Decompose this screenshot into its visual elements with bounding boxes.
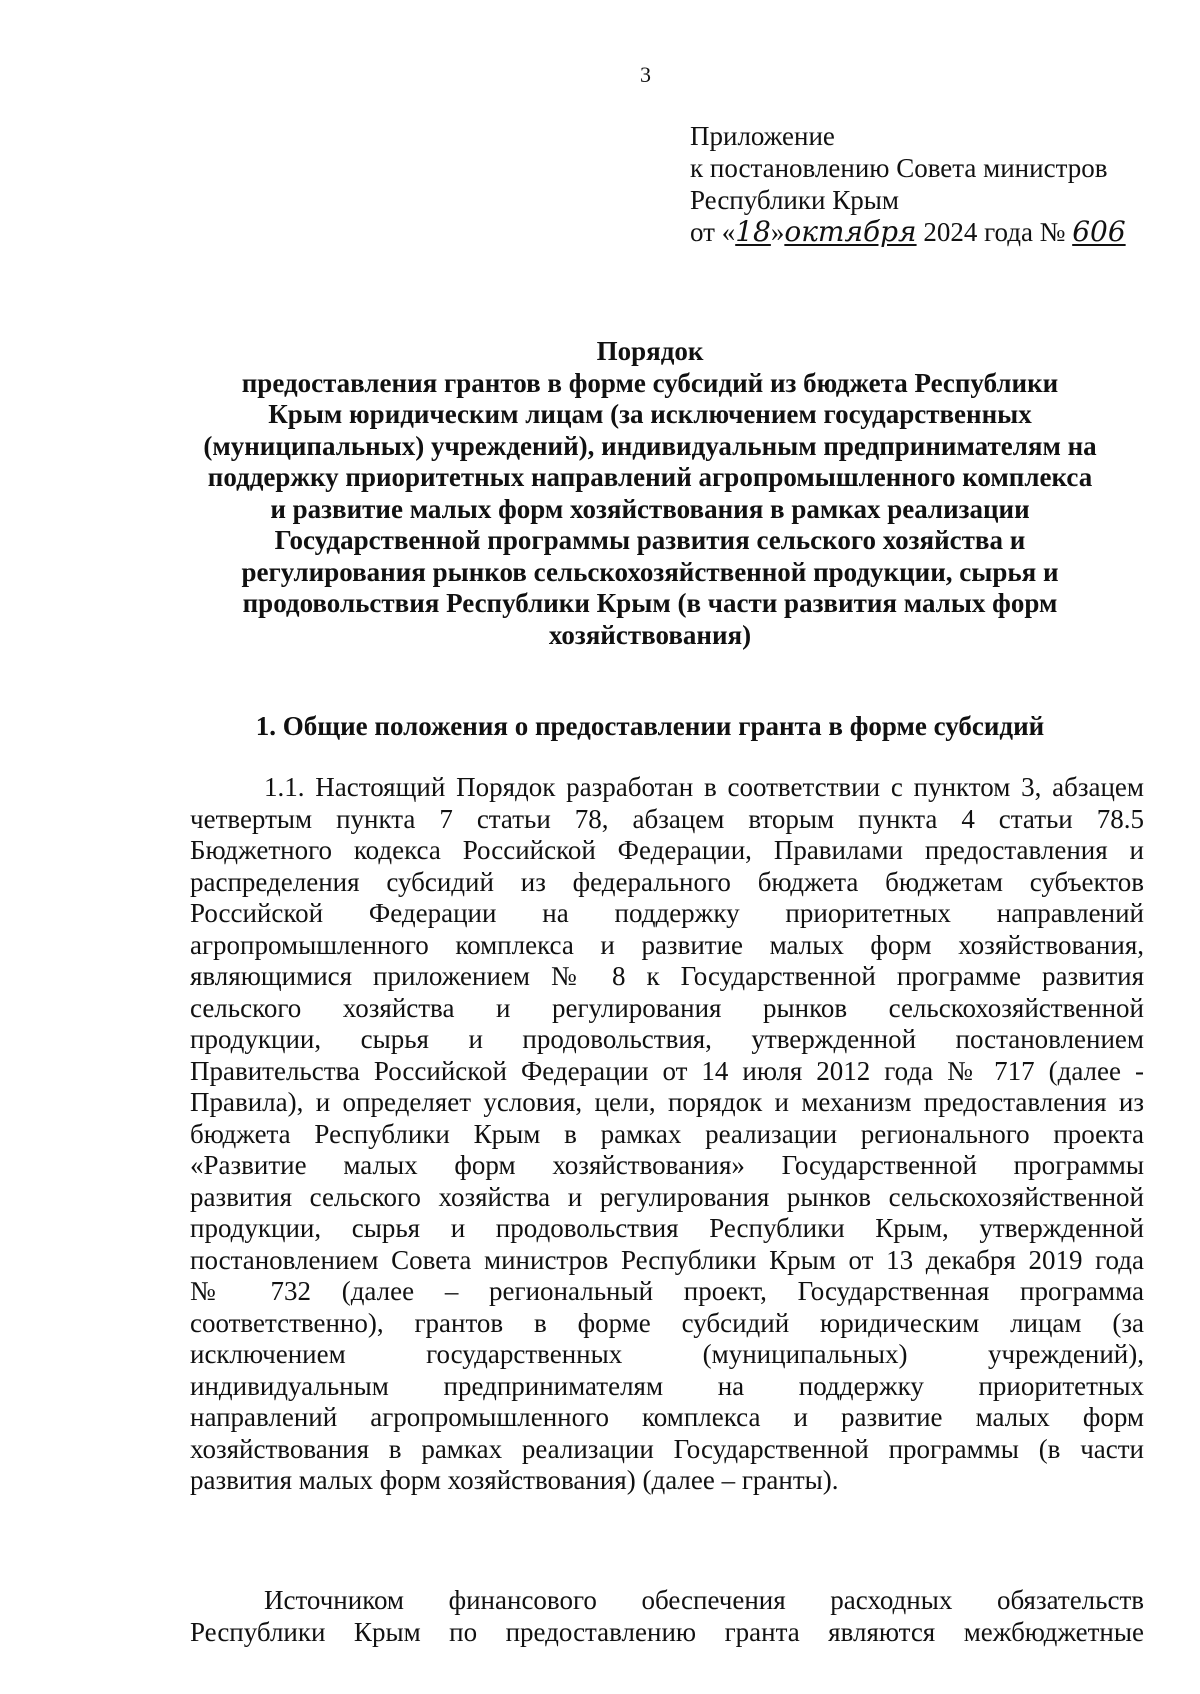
date-prefix: от « xyxy=(690,217,736,247)
text-line: развития сельского хозяйства и регулирования рынков сельскохозяйственной xyxy=(190,1181,1144,1212)
text-line: хозяйствования в рамках реализации Государственной программы (в части xyxy=(190,1433,1144,1464)
section-heading: 1. Общие положения о предоставлении гранта в форме субсидий xyxy=(255,711,1045,741)
text-line: «Развитие малых форм хозяйствования» Государственной программы xyxy=(190,1150,1144,1180)
text-line: Российской Федерации на поддержку приоритетных направлений xyxy=(190,898,1144,928)
text-line: бюджета Республики Крым в рамках реализации регионального проекта xyxy=(190,1118,1144,1149)
appendix-line: Приложение xyxy=(690,121,835,151)
text-line: Республики Крым по предоставлению гранта являются межбюджетные xyxy=(190,1616,1144,1647)
text-line: Бюджетного кодекса Российской Федерации, Правилами предоставления и xyxy=(190,835,1144,865)
document-title xyxy=(180,336,1120,651)
title-line: регулирования рынков сельскохозяйственной продукции, сырья и xyxy=(241,556,1059,587)
text-line: Правительства Российской Федерации от 14 июля 2012 года № 717 (далее - xyxy=(190,1055,1144,1086)
text-line: сельского хозяйства и регулирования рынков сельскохозяйственной xyxy=(190,992,1144,1023)
text-line: № 732 (далее – региональный проект, Государственная программа xyxy=(190,1276,1144,1306)
handwritten-day: 18 xyxy=(735,215,771,248)
appendix-date-line xyxy=(690,216,1160,248)
text-line: постановлением Совета министров Республики Крым от 13 декабря 2019 года xyxy=(190,1244,1144,1275)
page-number: 3 xyxy=(640,62,651,87)
text-line: развития малых форм хозяйствования) (далее – гранты). xyxy=(190,1465,839,1495)
text-line: индивидуальным предпринимателям на поддержку приоритетных xyxy=(190,1370,1144,1401)
text-line: продукции, сырья и продовольствия, утвержденной постановлением xyxy=(190,1024,1144,1054)
handwritten-number: 606 xyxy=(1072,215,1126,248)
text-line: Правила), и определяет условия, цели, порядок и механизм предоставления из xyxy=(190,1087,1144,1117)
title-line: поддержку приоритетных направлений агропромышленного комплекса xyxy=(207,462,1093,492)
title-line: (муниципальных) учреждений), индивидуальным предпринимателям на xyxy=(203,430,1097,461)
text-line: Источником финансового обеспечения расходных обязательств xyxy=(264,1585,1144,1615)
appendix-header xyxy=(690,120,1160,248)
text-line: являющимися приложением № 8 к Государственной программе развития xyxy=(190,961,1144,991)
text-line: 1.1. Настоящий Порядок разработан в соответствии с пунктом 3, абзацем xyxy=(264,772,1144,802)
title-line: и развитие малых форм хозяйствования в рамках реализации xyxy=(270,493,1030,524)
title-line: предоставления грантов в форме субсидий из бюджета Республики xyxy=(241,367,1059,398)
text-line: направлений агропромышленного комплекса и развитие малых форм xyxy=(190,1402,1144,1432)
title-line: Государственной программы развития сельского хозяйства и xyxy=(274,525,1026,555)
paragraph-1-1 xyxy=(190,772,1144,1497)
handwritten-month: октября xyxy=(784,215,917,248)
paragraph-funding-source xyxy=(190,1585,1144,1648)
text-line: продукции, сырья и продовольствия Республики Крым, утвержденной xyxy=(190,1213,1144,1243)
title-line: хозяйствования) xyxy=(548,619,752,650)
text-line: исключением государственных (муниципальных) учреждений), xyxy=(190,1339,1144,1369)
title-line: Крым юридическим лицам (за исключением государственных xyxy=(268,399,1032,429)
text-line: соответственно), грантов в форме субсидий юридическим лицам (за xyxy=(190,1307,1144,1338)
text-line: распределения субсидий из федерального бюджета бюджетам субъектов xyxy=(190,866,1144,897)
appendix-line: Республики Крым xyxy=(690,185,899,215)
title-line: продовольствия Республики Крым (в части развития малых форм xyxy=(242,588,1058,618)
title-heading: Порядок xyxy=(596,336,704,366)
appendix-line: к постановлению Совета министров xyxy=(690,153,1108,183)
date-year: 2024 года № xyxy=(916,217,1073,247)
text-line: агропромышленного комплекса и развитие малых форм хозяйствования, xyxy=(190,929,1144,960)
date-mid: » xyxy=(770,217,785,247)
text-line: четвертым пункта 7 статьи 78, абзацем вторым пункта 4 статьи 78.5 xyxy=(190,803,1144,834)
